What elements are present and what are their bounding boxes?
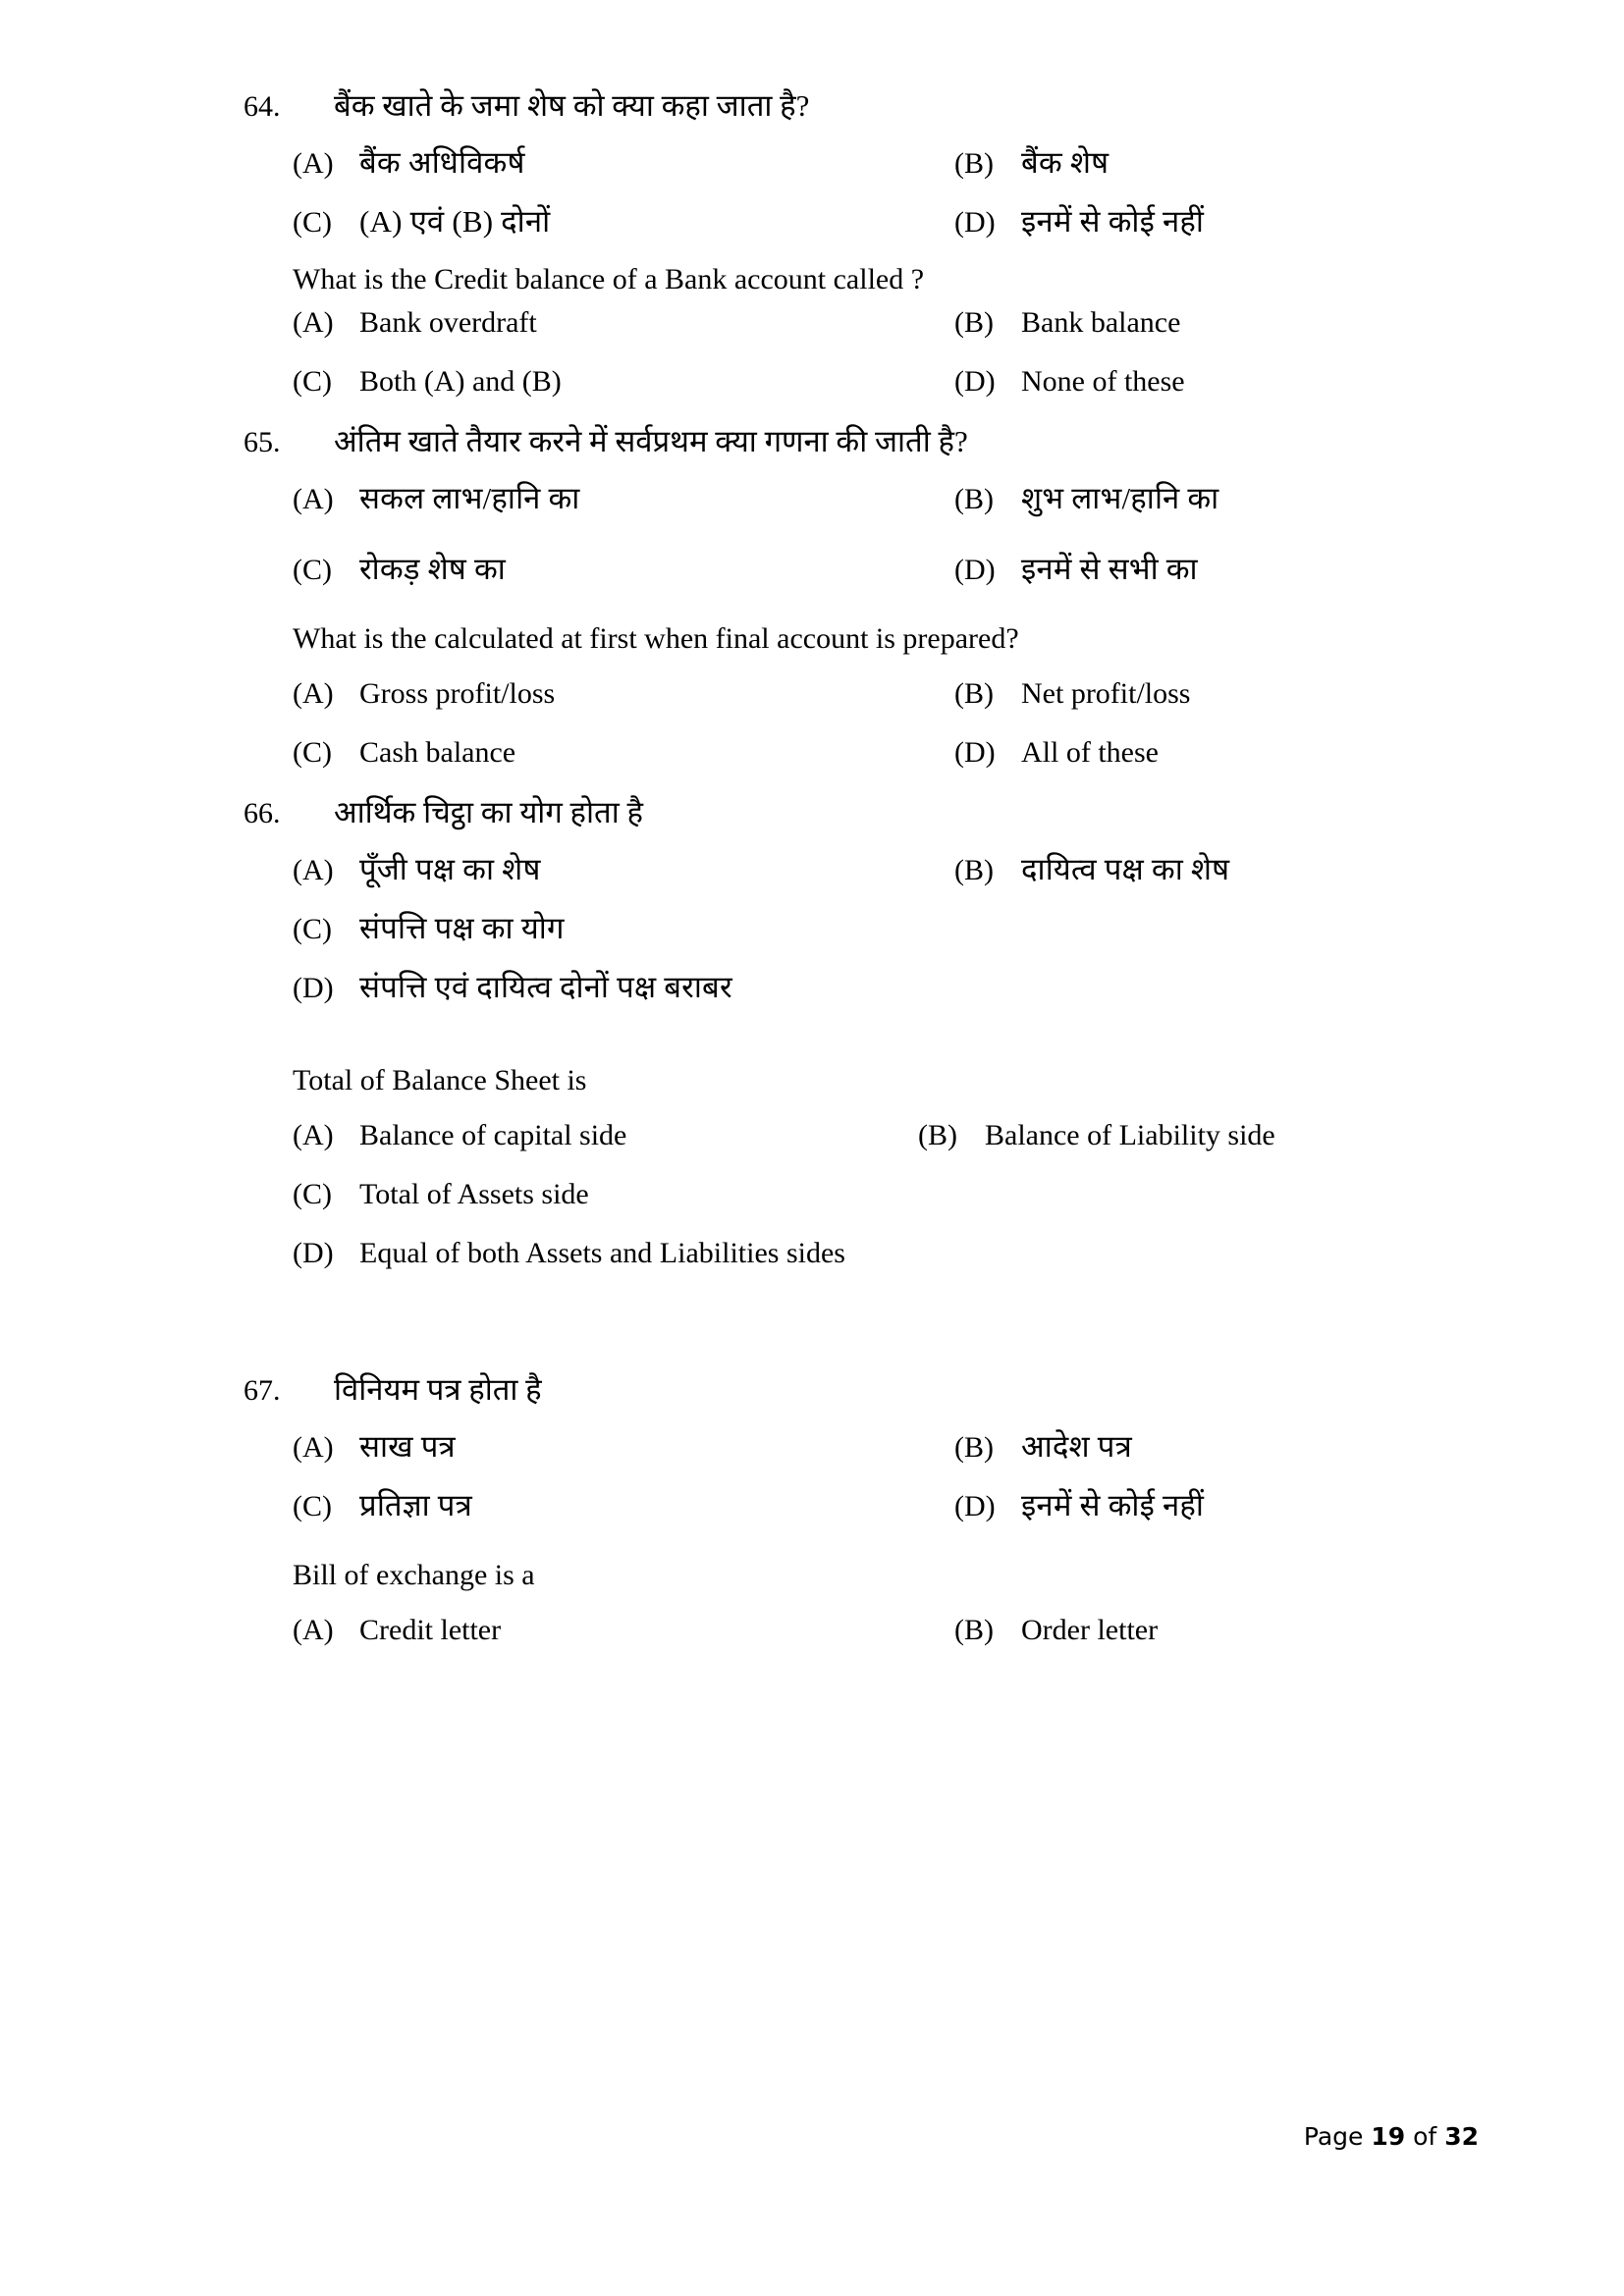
- question-number-66: 66.: [244, 797, 281, 829]
- option-label-c: (C): [293, 1490, 332, 1522]
- option-label-c: (C): [293, 736, 332, 769]
- option-67-hi-b[interactable]: [954, 1431, 1132, 1463]
- option-text-c: Total of Assets side: [359, 1178, 589, 1210]
- option-text-b: बैंक शेष: [1021, 145, 1110, 180]
- option-label-a: (A): [293, 483, 334, 515]
- option-row-67-hi-2: [0, 1490, 1624, 1535]
- option-65-hi-a[interactable]: [293, 483, 580, 514]
- option-66-en-b[interactable]: [918, 1121, 1275, 1150]
- option-row-65-en-2: [0, 738, 1624, 783]
- option-66-en-d[interactable]: [293, 1239, 845, 1268]
- option-66-hi-a[interactable]: [293, 854, 541, 885]
- option-text-b: Net profit/loss: [1021, 677, 1191, 710]
- option-66-en-c[interactable]: [293, 1180, 589, 1209]
- option-65-hi-c[interactable]: [293, 554, 506, 585]
- option-66-hi-c[interactable]: [293, 913, 565, 944]
- option-text-c: प्रतिज्ञा पत्र: [359, 1488, 472, 1522]
- question-number-65: 65.: [244, 426, 281, 458]
- question-text-64-hi: बैंक खाते के जमा शेष को क्या कहा जाता है?: [334, 88, 810, 123]
- option-row-66-hi-2: [0, 913, 1624, 958]
- question-stem-67-hi: [0, 1374, 1624, 1406]
- question-block-64: [0, 90, 1624, 412]
- option-row-64-hi-1: [0, 147, 1624, 192]
- option-text-d: None of these: [1021, 365, 1185, 398]
- option-64-en-b[interactable]: [954, 308, 1180, 338]
- question-stem-67-en: Bill of exchange is a: [293, 1559, 535, 1591]
- footer-total-pages: 32: [1444, 2122, 1479, 2151]
- top-margin-spacer: [0, 0, 1624, 90]
- option-text-a: साख पत्र: [359, 1429, 456, 1464]
- option-text-d: All of these: [1021, 736, 1159, 769]
- option-text-d: इनमें से कोई नहीं: [1021, 204, 1205, 239]
- option-label-a: (A): [293, 677, 334, 710]
- option-label-b: (B): [954, 306, 994, 339]
- option-label-c: (C): [293, 1178, 332, 1210]
- option-row-66-hi-1: [0, 854, 1624, 899]
- option-64-en-a[interactable]: [293, 308, 537, 338]
- option-text-a: Balance of capital side: [359, 1119, 627, 1151]
- option-label-d: (D): [293, 1237, 334, 1269]
- option-row-65-en-1: [0, 679, 1624, 724]
- question-text-65-hi: अंतिम खाते तैयार करने में सर्वप्रथम क्या गणना की जाती है?: [334, 424, 968, 458]
- option-label-a: (A): [293, 1614, 334, 1646]
- option-label-a: (A): [293, 147, 334, 180]
- option-66-hi-b[interactable]: [954, 854, 1229, 885]
- option-64-hi-c[interactable]: [293, 206, 550, 238]
- option-text-b: आदेश पत्र: [1021, 1429, 1132, 1464]
- option-label-a: (A): [293, 306, 334, 339]
- option-text-a: Bank overdraft: [359, 306, 537, 339]
- question-text-67-hi: विनियम पत्र होता है: [334, 1372, 542, 1407]
- option-label-d: (D): [954, 736, 996, 769]
- option-text-d: इनमें से कोई नहीं: [1021, 1488, 1205, 1522]
- option-label-b: (B): [954, 677, 994, 710]
- footer-prefix: Page: [1303, 2122, 1364, 2151]
- page-footer: [1304, 2122, 1479, 2151]
- option-row-64-en-2: [0, 367, 1624, 412]
- option-text-a: बैंक अधिविकर्ष: [359, 145, 525, 180]
- option-row-66-en-3: [0, 1239, 1624, 1284]
- option-64-en-c[interactable]: [293, 367, 562, 397]
- option-64-hi-a[interactable]: [293, 147, 525, 179]
- question-number-64: 64.: [244, 90, 281, 123]
- option-66-hi-d[interactable]: [293, 972, 732, 1003]
- option-label-d: (D): [954, 365, 996, 398]
- option-65-en-c[interactable]: [293, 738, 515, 768]
- option-64-en-d[interactable]: [954, 367, 1185, 397]
- option-label-d: (D): [954, 206, 996, 239]
- question-text-66-hi: आर्थिक चिट्ठा का योग होता है: [334, 795, 643, 829]
- option-67-hi-c[interactable]: [293, 1490, 472, 1522]
- question-stem-66-en: Total of Balance Sheet is: [293, 1064, 587, 1096]
- question-stem-65-en: What is the calculated at first when final account is prepared?: [293, 622, 1019, 655]
- option-65-en-b[interactable]: [954, 679, 1191, 709]
- option-text-b: Order letter: [1021, 1614, 1159, 1646]
- option-66-en-a[interactable]: [293, 1121, 626, 1150]
- option-text-d: संपत्ति एवं दायित्व दोनों पक्ष बराबर: [359, 970, 732, 1004]
- option-text-a: Credit letter: [359, 1614, 502, 1646]
- option-65-hi-d[interactable]: [954, 554, 1198, 585]
- question-number-67: 67.: [244, 1374, 281, 1407]
- option-text-a: पूँजी पक्ष का शेष: [359, 852, 541, 886]
- option-65-en-a[interactable]: [293, 679, 555, 709]
- question-block-66: [0, 797, 1624, 1284]
- option-text-d: Equal of both Assets and Liabilities sides: [359, 1237, 845, 1269]
- option-text-c: Cash balance: [359, 736, 516, 769]
- footer-page-number: 19: [1371, 2122, 1406, 2151]
- option-text-d: इनमें से सभी का: [1021, 552, 1198, 586]
- option-text-c: Both (A) and (B): [359, 365, 562, 398]
- question-block-67: [0, 1374, 1624, 1661]
- option-text-c: संपत्ति पक्ष का योग: [359, 911, 565, 945]
- option-text-b: Bank balance: [1021, 306, 1181, 339]
- option-label-a: (A): [293, 1431, 334, 1464]
- option-67-hi-d[interactable]: [954, 1490, 1204, 1522]
- option-row-67-hi-1: [0, 1431, 1624, 1476]
- option-67-hi-a[interactable]: [293, 1431, 456, 1463]
- option-label-a: (A): [293, 854, 334, 886]
- option-row-64-en-1: [0, 308, 1624, 353]
- option-text-b: दायित्व पक्ष का शेष: [1021, 852, 1230, 886]
- option-label-c: (C): [293, 206, 332, 239]
- option-label-d: (D): [954, 1490, 996, 1522]
- option-label-d: (D): [293, 972, 334, 1004]
- option-label-c: (C): [293, 554, 332, 586]
- option-label-c: (C): [293, 913, 332, 945]
- option-row-66-en-2: [0, 1180, 1624, 1225]
- option-text-a: सकल लाभ/हानि का: [359, 481, 580, 515]
- option-67-en-b[interactable]: [954, 1616, 1158, 1645]
- footer-middle: of: [1413, 2122, 1437, 2151]
- option-label-b: (B): [954, 1431, 994, 1464]
- option-65-hi-b[interactable]: [954, 483, 1218, 514]
- question-stem-64-en: What is the Credit balance of a Bank account called ?: [293, 263, 925, 295]
- question-stem-66-hi: [0, 797, 1624, 828]
- option-64-hi-d[interactable]: [954, 206, 1204, 238]
- option-label-d: (D): [954, 554, 996, 586]
- option-label-b: (B): [954, 147, 994, 180]
- option-row-66-en-1: [0, 1121, 1624, 1166]
- option-label-b: (B): [954, 483, 994, 515]
- option-row-64-hi-2: [0, 206, 1624, 251]
- option-text-c: रोकड़ शेष का: [359, 552, 507, 586]
- option-label-b: (B): [954, 854, 994, 886]
- option-row-65-hi-2: [0, 554, 1624, 599]
- question-block-65: [0, 426, 1624, 783]
- question-stem-64-hi: [0, 90, 1624, 122]
- option-65-en-d[interactable]: [954, 738, 1159, 768]
- option-label-b: (B): [918, 1119, 957, 1151]
- option-67-en-a[interactable]: [293, 1616, 501, 1645]
- option-text-b: शुभ लाभ/हानि का: [1021, 481, 1219, 515]
- option-label-b: (B): [954, 1614, 994, 1646]
- option-label-a: (A): [293, 1119, 334, 1151]
- question-gap-spacer: [0, 1284, 1624, 1374]
- option-label-c: (C): [293, 365, 332, 398]
- option-row-66-hi-3: [0, 972, 1624, 1017]
- option-row-67-en-1: [0, 1616, 1624, 1661]
- option-text-b: Balance of Liability side: [985, 1119, 1275, 1151]
- option-text-a: Gross profit/loss: [359, 677, 556, 710]
- question-stem-65-hi: [0, 426, 1624, 457]
- option-row-65-hi-1: [0, 483, 1624, 528]
- option-64-hi-b[interactable]: [954, 147, 1109, 179]
- option-text-c: (A) एवं (B) दोनों: [359, 204, 551, 239]
